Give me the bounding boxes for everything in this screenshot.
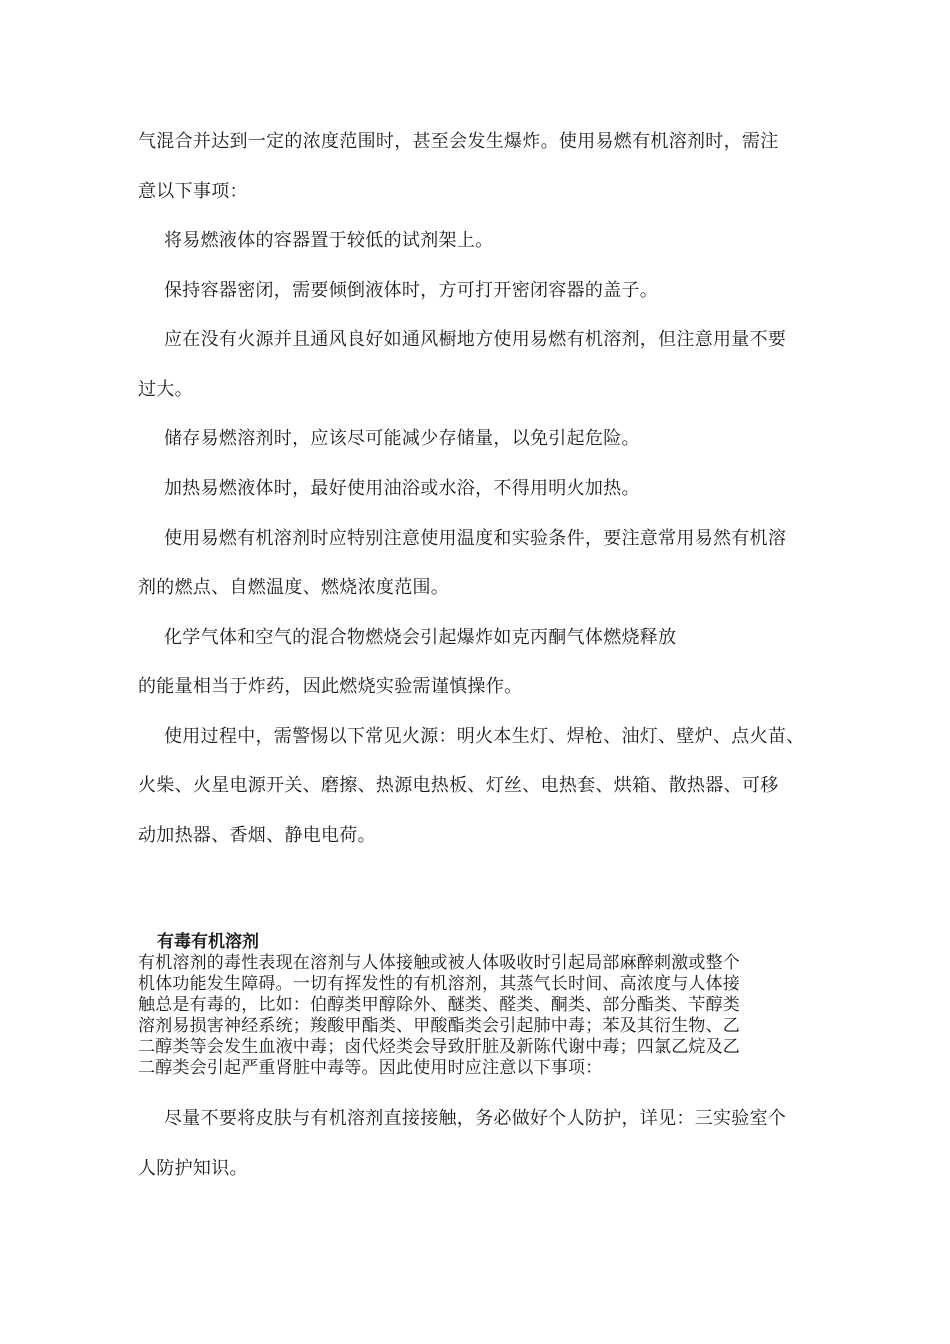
text-line: 二醇类等会发生血液中毒；卤代烃类会导致肝脏及新陈代谢中毒；四氯乙烷及乙 xyxy=(138,1037,740,1057)
text-line: 使用易燃有机溶剂时应特别注意使用温度和实验条件，要注意常用易然有机溶 xyxy=(164,528,787,549)
text-line: 有机溶剂的毒性表现在溶剂与人体接触或被人体吸收时引起局部麻醉刺激或整个 xyxy=(138,953,740,973)
text-line: 的能量相当于炸药，因此燃烧实验需谨慎操作。 xyxy=(138,676,523,697)
text-line: 将易燃液体的容器置于较低的试剂架上。 xyxy=(164,230,494,251)
text-line: 化学气体和空气的混合物燃烧会引起爆炸如克丙酮气体燃烧释放 xyxy=(164,627,677,648)
text-line: 储存易燃溶剂时，应该尽可能减少存储量，以免引起危险。 xyxy=(164,428,640,449)
text-line: 加热易燃液体时，最好使用油浴或水浴，不得用明火加热。 xyxy=(164,478,640,499)
text-line: 动加热器、香烟、静电电荷。 xyxy=(138,825,376,846)
text-line: 剂的燃点、自燃温度、燃烧浓度范围。 xyxy=(138,577,450,598)
text-line: 触总是有毒的，比如：伯醇类甲醇除外、醚类、醛类、酮类、部分酯类、苄醇类 xyxy=(138,995,740,1015)
text-line: 二醇类会引起严重肾脏中毒等。因此使用时应注意以下事项： xyxy=(138,1058,603,1078)
text-line: 火柴、火星电源开关、磨擦、热源电热板、灯丝、电热套、烘箱、散热器、可移 xyxy=(138,775,779,796)
text-line: 应在没有火源并且通风良好如通风橱地方使用易燃有机溶剂，但注意用量不要 xyxy=(164,329,787,350)
text-line: 尽量不要将皮肤与有机溶剂直接接触，务必做好个人防护，详见：三实验室个 xyxy=(164,1108,787,1129)
text-line: 过大。 xyxy=(138,379,193,400)
text-line: 溶剂易损害神经系统；羧酸甲酯类、甲酸酯类会引起肺中毒；苯及其衍生物、乙 xyxy=(138,1016,740,1036)
text-line: 保持容器密闭，需要倾倒液体时，方可打开密闭容器的盖子。 xyxy=(164,280,659,301)
text-line: 机体功能发生障碍。一切有挥发性的有机溶剂，其蒸气长时间、高浓度与人体接 xyxy=(138,974,740,994)
text-line: 使用过程中，需警惕以下常见火源：明火本生灯、焊枪、油灯、壁炉、点火苗、 xyxy=(164,726,805,747)
text-line: 气混合并达到一定的浓度范围时，甚至会发生爆炸。使用易燃有机溶剂时，需注 xyxy=(138,131,779,152)
section-heading: 有毒有机溶剂 xyxy=(157,932,259,952)
text-line: 人防护知识。 xyxy=(138,1158,248,1179)
text-line: 意以下事项： xyxy=(138,181,248,202)
